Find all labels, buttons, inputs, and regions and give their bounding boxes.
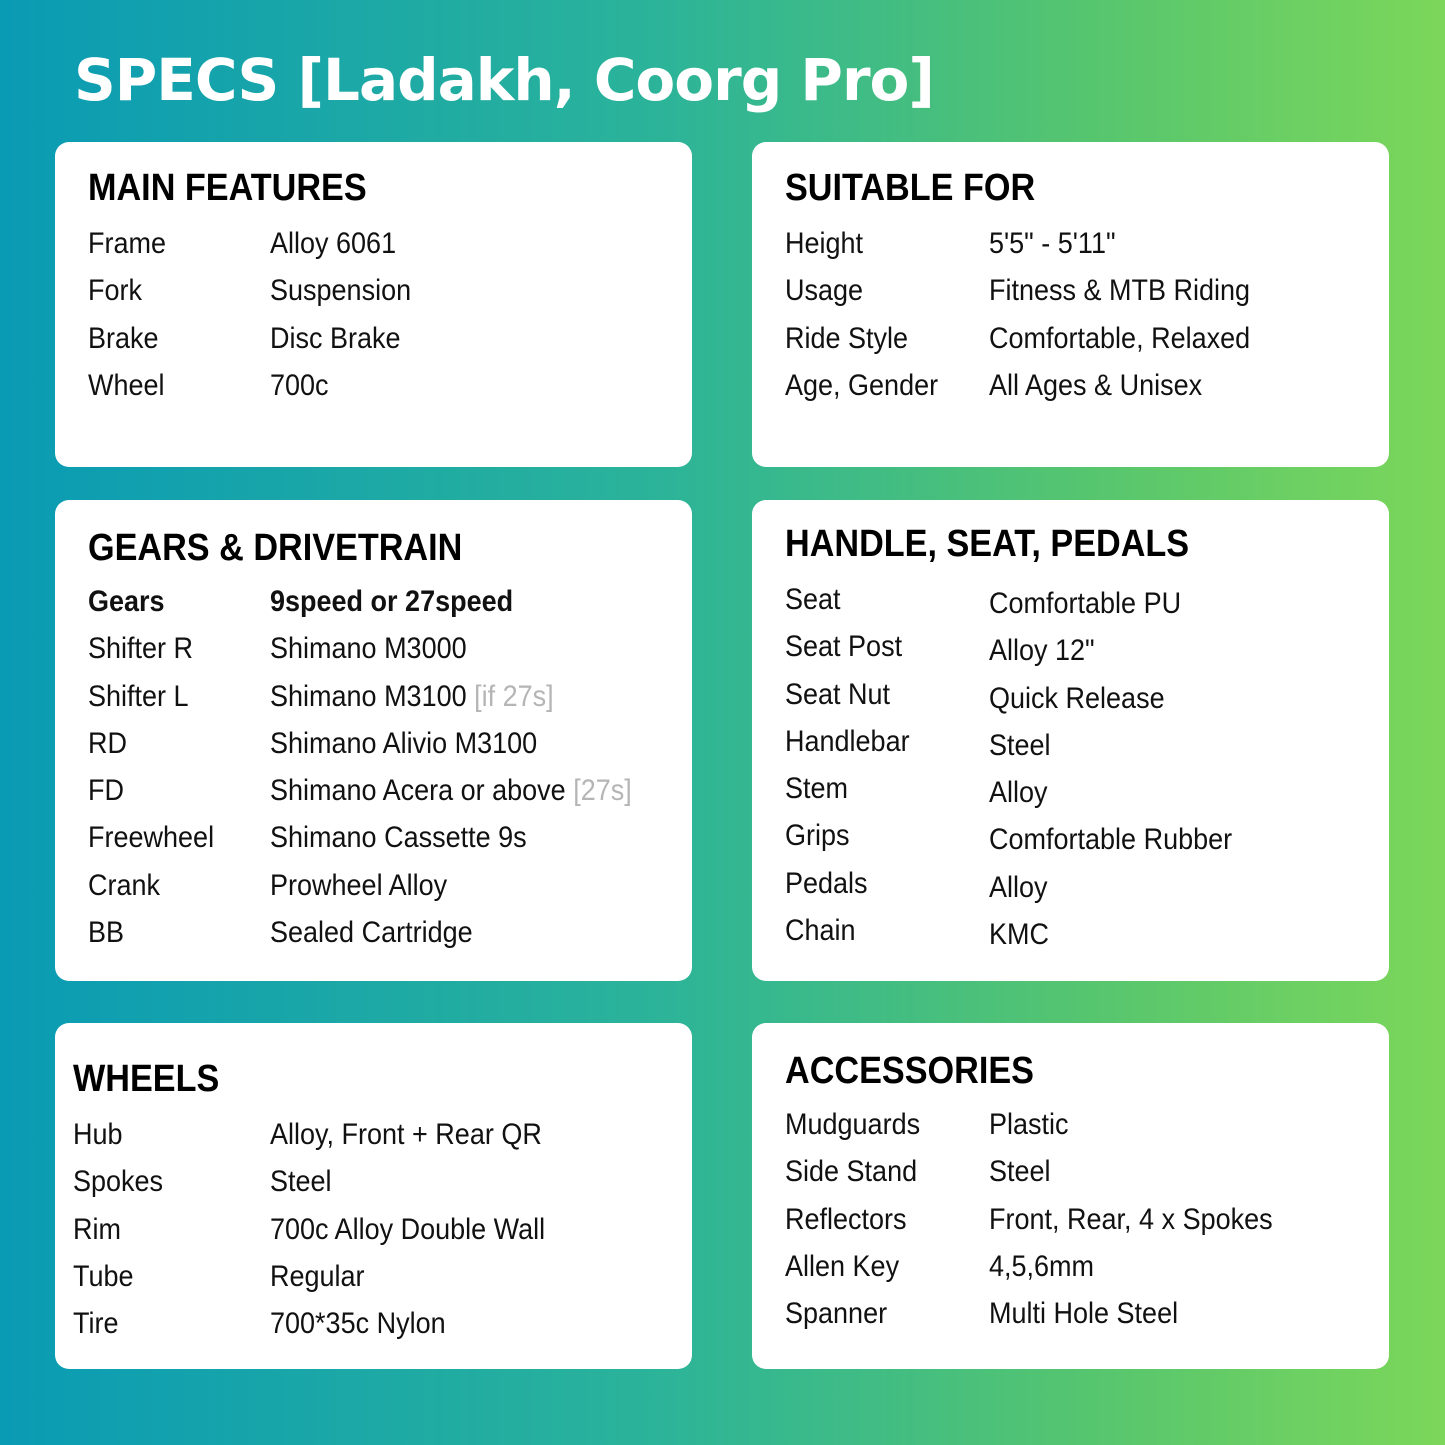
spec-value: Shimano Cassette 9s <box>270 821 527 855</box>
spec-key: Spanner <box>785 1297 888 1331</box>
wheels-card <box>55 1023 692 1369</box>
accessories-heading: ACCESSORIES <box>785 1050 1034 1092</box>
main-features-card <box>55 142 692 467</box>
gears-heading: GEARS & DRIVETRAIN <box>88 527 463 569</box>
spec-value: 700c Alloy Double Wall <box>270 1212 546 1246</box>
page-title: SPECS [Ladakh, Coorg Pro] <box>74 46 934 114</box>
spec-key: Tire <box>73 1307 119 1341</box>
spec-value: Alloy 6061 <box>270 227 397 260</box>
spec-value: Steel <box>270 1165 332 1199</box>
spec-value: Shimano Alivio M3100 <box>270 726 538 760</box>
spec-key: FD <box>88 774 124 808</box>
spec-value: Suspension <box>270 274 412 308</box>
wheels-heading: WHEELS <box>73 1058 220 1100</box>
spec-key: Grips <box>785 819 850 853</box>
spec-key: Chain <box>785 914 856 948</box>
spec-key: Crank <box>88 868 161 902</box>
spec-key: RD <box>88 726 128 760</box>
spec-key: Shifter R <box>88 632 194 666</box>
spec-key: Reflectors <box>785 1202 907 1236</box>
spec-key: Handlebar <box>785 724 910 758</box>
spec-key: Allen Key <box>785 1249 900 1283</box>
spec-value-wrap <box>270 771 632 811</box>
spec-key: Pedals <box>785 866 868 900</box>
spec-value: Quick Release <box>989 681 1165 715</box>
handle-seat-pedals-card <box>752 500 1389 981</box>
spec-value: 700c <box>270 368 329 402</box>
spec-value: Fitness & MTB Riding <box>989 274 1251 308</box>
spec-key: Age, Gender <box>785 368 939 402</box>
handle-seat-pedals-heading: HANDLE, SEAT, PEDALS <box>785 523 1190 565</box>
spec-note: [27s] <box>573 774 632 808</box>
spec-value: 5'5" - 5'11" <box>989 227 1116 260</box>
spec-value: Comfortable, Relaxed <box>989 321 1251 355</box>
spec-value: Comfortable Rubber <box>989 823 1233 857</box>
spec-value: Steel <box>989 728 1051 762</box>
spec-value: 4,5,6mm <box>989 1249 1095 1283</box>
spec-value: Alloy, Front + Rear QR <box>270 1118 542 1151</box>
spec-key: Rim <box>73 1212 121 1246</box>
spec-key: Tube <box>73 1259 134 1293</box>
suitable-for-card <box>752 142 1389 467</box>
spec-value: Sealed Cartridge <box>270 916 473 950</box>
spec-value: All Ages & Unisex <box>989 368 1203 402</box>
spec-note: [if 27s] <box>474 679 554 713</box>
spec-key: Wheel <box>88 368 165 402</box>
spec-value: 9speed or 27speed <box>270 585 514 618</box>
spec-key: Fork <box>88 274 142 308</box>
spec-key: Height <box>785 227 864 260</box>
spec-value: Regular <box>270 1259 365 1293</box>
spec-key: Stem <box>785 772 849 806</box>
spec-key: Ride Style <box>785 321 909 355</box>
spec-value: Comfortable PU <box>989 587 1182 620</box>
spec-key: Gears <box>88 585 165 618</box>
spec-value: Alloy <box>989 776 1048 810</box>
spec-value: Alloy 12" <box>989 634 1095 668</box>
spec-key: Seat Post <box>785 630 903 664</box>
spec-value: Steel <box>989 1155 1051 1189</box>
spec-value: Prowheel Alloy <box>270 868 448 902</box>
spec-value: Shimano Acera or above <box>270 774 574 808</box>
spec-key: Seat Nut <box>785 677 891 711</box>
main-features-heading: MAIN FEATURES <box>88 167 367 209</box>
spec-value: 700*35c Nylon <box>270 1307 446 1341</box>
spec-value: Multi Hole Steel <box>989 1297 1179 1331</box>
spec-value: Front, Rear, 4 x Spokes <box>989 1202 1273 1236</box>
spec-key: Side Stand <box>785 1155 918 1189</box>
spec-value-wrap <box>270 677 554 717</box>
spec-key: Seat <box>785 583 841 616</box>
spec-value: Plastic <box>989 1108 1069 1141</box>
spec-value: Alloy <box>989 870 1048 904</box>
spec-key: Spokes <box>73 1165 164 1199</box>
spec-key: Shifter L <box>88 679 189 713</box>
gears-drivetrain-card <box>55 500 692 981</box>
spec-key: Frame <box>88 227 167 260</box>
spec-key: Brake <box>88 321 159 355</box>
spec-key: Usage <box>785 274 864 308</box>
spec-value: Disc Brake <box>270 321 401 355</box>
spec-value: Shimano M3100 <box>270 679 475 713</box>
spec-key: Mudguards <box>785 1108 921 1141</box>
spec-key: Freewheel <box>88 821 215 855</box>
spec-value: KMC <box>989 918 1050 952</box>
spec-key: BB <box>88 916 125 950</box>
accessories-card <box>752 1023 1389 1369</box>
spec-value: Shimano M3000 <box>270 632 467 666</box>
suitable-for-heading: SUITABLE FOR <box>785 167 1036 209</box>
spec-key: Hub <box>73 1118 123 1151</box>
